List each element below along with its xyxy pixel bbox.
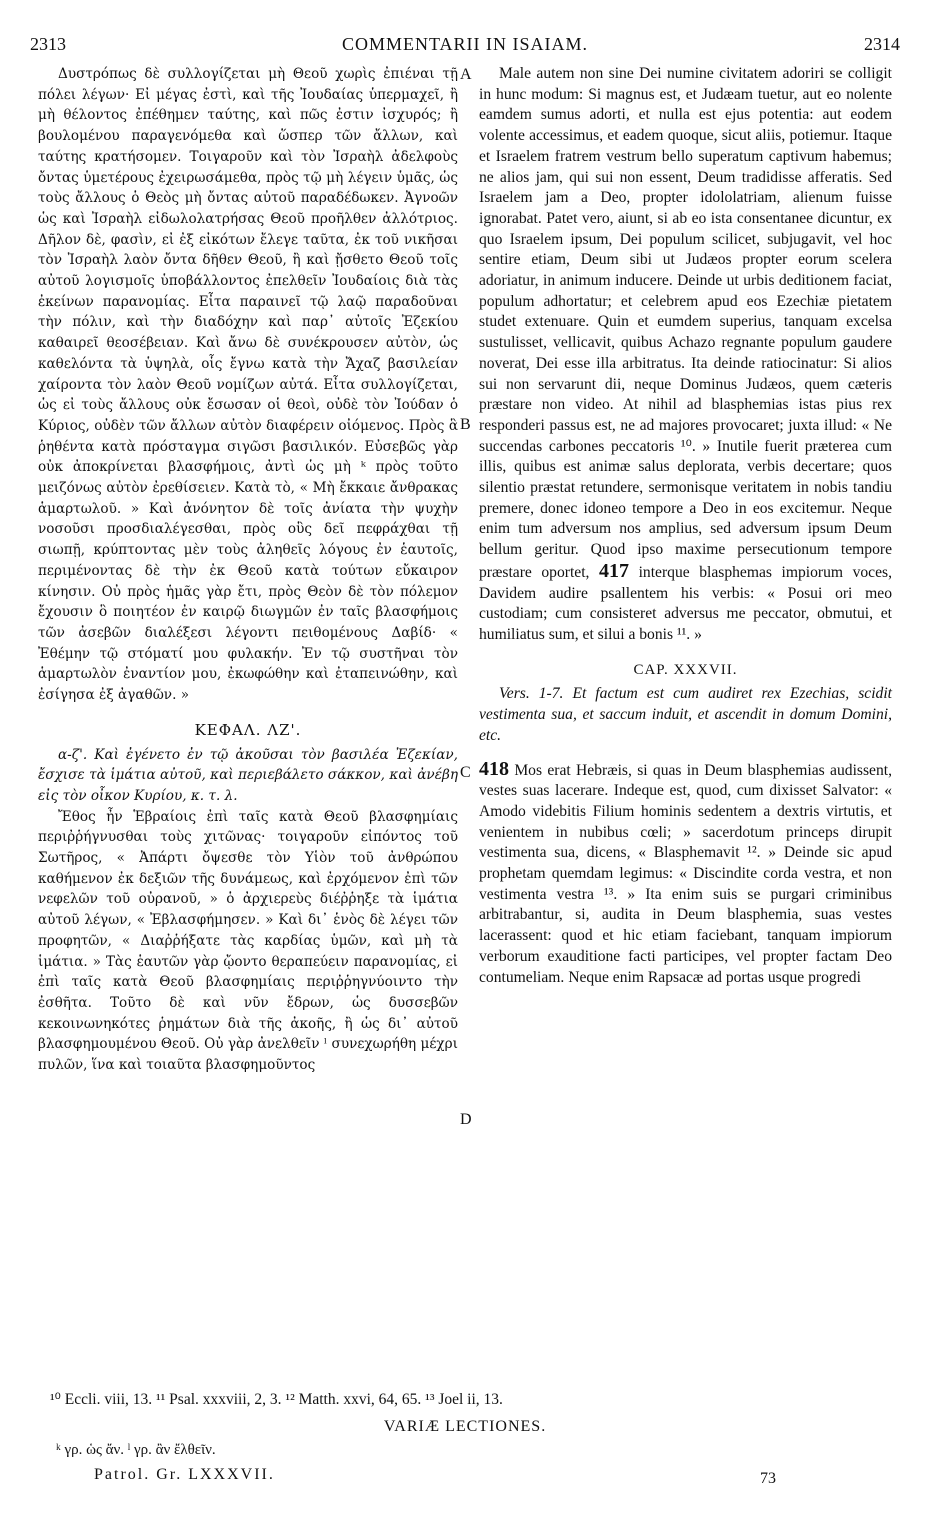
- margin-marker-c: C: [460, 764, 471, 781]
- greek-column: [38, 64, 458, 1076]
- page-number-left: 2313: [30, 34, 66, 54]
- footnotes: ¹⁰ Eccli. viii, 13. ¹¹ Psal. xxxviii, 2, 3. ¹² Matth. xxvi, 64, 65. ¹³ Joel ii, 13.: [50, 1391, 503, 1408]
- latin-column: [479, 64, 892, 988]
- margin-marker-b: B: [460, 416, 471, 433]
- margin-marker-d: D: [460, 1111, 472, 1128]
- latin-paragraph-1: [479, 64, 892, 646]
- greek-chapter-heading: ΚΕΦΑΛ. ΛΖ'.: [194, 720, 302, 739]
- latin-paragraph-2-text: Mos erat Hebræis, si quas in Deum blasphemias audissent, vestes suas lacerare. Indeque est, quod, cum dixisset Salvator: « Amodo videbitis Filium hominis sedentem a dextris virtutis, et venientem in nubibus cœli; » sacerdotum princeps dirupit vestimenta sua, dicens, « Blasphemavit ¹². » Deinde sic apud prophetam quemdam legimus: « Discindite corda vestra, et non vestimenta vestra ¹³. » Ita enim suis se purgari criminibus arbitrabantur, si, audita in Deum blasphemia, suas vestes lacerassent: quod et hic etiam faciebant, tanquam impiorum verborum exauditione facti participes, vel propter factam Deo contumeliam. Neque enim Rapsacæ ad portas usque progredi: [479, 761, 892, 986]
- latin-paragraph-1-text: Male autem non sine Dei numine civitatem adoriri se colligit in hunc modum: Si magnus est, et Judæam tuetur, aut eo nolente eamdem sumus adorti, et nulla est ejus potentia: aut eodem volente accessimus, et eadem quoque, sicut aliis, potiemur. Itaque et Israelem fratrem vestrum bello superatum captivum habemus; ne alios jam, qui sui non essent, Deum tradidisse afferatis. Sed Israelem jam a Deo, propter idololatriam, alienum fuisse ignorabat. Patet vero, aiunt, si ab eo ista consentanee dicuntur, ex quo Israelem ipsum, Dei populum scilicet, subjugavit, vel hoc sentire etiam, Deum sibi ut Judæos propter eorum scelera adoriatur, in animum inducere. Deinde ut urbis deditionem faciat, populum adhortatur; et celebrem apud eos Ezechiæ pietatem studet extenuare. Quin et eumdem superius, tanquam excelsa sustulisset, vellicavit, quibus Achazo regnante populum gaudere noverat, Dei esse illa arbitratus. Ita deinde ratiocinatur: Si alios sui non servarunt dii, neque Dominus Judæos, quem cæteris præstare non video. At nihil ad blasphemias istas pius rex responderi passus est, ne ad majores provocaret; juxta illud: « Ne succendas carbones peccatoris ¹⁰. » Inutile fuerit præterea cum illis, quibus est animæ salus deplorata, verbis decertare; quos silentio præstat retundere, sermonisque veritatem in nobis tandiu premere, donec idoneo tempore a Deo in eos excitemur. Neque enim tum adversum nos amplius, sed adversum ipsum Deum bellum geritur. Quod ipso maxime persecutionum tempore præstare oportet,: [479, 65, 892, 581]
- column-number-418: 418: [479, 757, 509, 780]
- running-title: COMMENTARII IN ISAIAM.: [341, 34, 589, 54]
- greek-lemma: α-ζ'. Καὶ ἐγένετο ἐν τῷ ἀκοῦσαι τὸν βασιλέα Ἐζεκίαν, ἔσχισε τὰ ἱμάτια αὐτοῦ, καὶ περιεβάλετο σάκκον, καὶ ἀνέβη εἰς τὸν οἶκον Κυρίου, κ. τ. λ.: [38, 746, 458, 804]
- sheet-number: 73: [760, 1470, 776, 1487]
- latin-chapter-heading: CAP. XXXVII.: [633, 661, 738, 678]
- variae-lectiones-heading: VARIÆ LECTIONES.: [383, 1418, 547, 1435]
- page-number-right: 2314: [864, 34, 900, 54]
- column-number-417: 417: [599, 559, 630, 582]
- greek-paragraph-2: Ἔθος ἦν Ἑβραίοις ἐπὶ ταῖς κατὰ Θεοῦ βλασφημίαις περιῤῥήγνυσθαι τοὺς χιτῶνας· τοιγαροῦν εἰπόντος τοῦ Σωτῆρος, « Ἀπάρτι ὄψεσθε τὸν Υἱὸν τοῦ ἀνθρώπου καθήμενον ἐκ δεξιῶν τῆς δυνάμεως, καὶ ἐρχόμενον ἐπὶ τῶν νεφελῶν τοῦ οὐρανοῦ, » ὁ ἀρχιερεὺς διέῤῥηξε τὰ ἱμάτια αὐτοῦ λέγων, « Ἐβλασφήμησεν. » Καὶ δι᾽ ἑνὸς δὲ λέγει τῶν προφητῶν, « Διαῤῥήξατε τὰς καρδίας ὑμῶν, καὶ μὴ τὰ ἱμάτια. » Τὰς ἑαυτῶν γὰρ ᾤοντο θεραπεύειν παρανομίας, εἰ ἐπὶ ταῖς κατὰ Θεοῦ βλασφημίαις περιῤῥηγνύοιντο τὴν ἐσθῆτα. Τοῦτο δὲ καὶ νῦν ἔδρων, ὡς δυσσεβῶν κεκοινωνηκότες ῥημάτων διὰ τῆς ἀκοῆς, ἢ ὡς δι᾽ αὐτοῦ βλασφημουμένου Θεοῦ. Οὐ γὰρ ἀνελθεῖν ˡ συνεχωρήθη μέχρι πυλῶν, ἵνα καὶ τοιαῦτα βλασφημοῦντος: [38, 808, 458, 1074]
- series-signature: Patrol. Gr. LXXXVII.: [94, 1466, 275, 1483]
- latin-paragraph-2: [479, 759, 892, 989]
- latin-paragraph-1-continued: interque blasphemas impiorum voces, Davidem audire psallentem his verbis: « Posui ori meo custodiam; cum consisteret adversus me peccator, obmutui, et humiliatus sum, et silui a bonis ¹¹. »: [479, 563, 892, 643]
- running-header: [30, 34, 900, 56]
- latin-lemma: Vers. 1-7. Et factum est cum audiret rex Ezechias, scidit vestimenta sua, et saccum induit, et ascendit in domum Domini, etc.: [479, 685, 892, 744]
- greek-paragraph-1: Δυστρόπως δὲ συλλογίζεται μὴ Θεοῦ χωρὶς ἐπιέναι τῇ πόλει λέγων· Εἰ μέγας ἐστὶ, καὶ τῆς Ἰουδαίας ὑπερμαχεῖ, ἢ μὴ θέλοντος ἐπέθημεν ταύτης, καὶ πῶς ἐστιν ἰσχυρός; ἢ βουλομένου παραγενόμεθα καὶ ὥσπερ τῶν ἄλλων, καὶ ταύτης κρατήσομεν. Τοιγαροῦν καὶ τὸν Ἰσραὴλ ἀδελφοὺς ὄντας ὑμετέρους ἐχειρωσάμεθα, πρὸς τῷ μὴ λέγειν ὑμᾶς, ὡς τοὺς ἄλλους ὁ Θεὸς μὴ ὄντας αὐτοῦ παραδέδωκεν. Ἀγνοῶν ὡς καὶ Ἰσραὴλ εἰδωλολατρήσας Θεοῦ προῆλθεν ἀλλότριος. Δῆλον δὲ, φασὶν, εἰ ἐξ εἰκότων ἔλεγε ταῦτα, ἐκ τοῦ νικῆσαι τὸν Ἰσραὴλ λαὸν ὄντα δῆθεν Θεοῦ, ἢ καὶ ᾔσθετο Θεοῦ τοῖς αὐτοῦ λογισμοῖς ὑποβάλλοντος ἐπελθεῖν Ἰουδαίοις διὰ τὰς ἐκείνων παρανομίας. Εἶτα παραινεῖ τῷ λαῷ παραδοῦναι τὴν πόλιν, καὶ τὴν διαδόχην καὶ παρ᾽ αὐτοῖς Ἐζεκίου καθαιρεῖ θεοσέβειαν. Καὶ ἄνω δὲ συνέκρουσεν αὐτὸν, ὡς καθελόντα τὰ ὑψηλὰ, οἷς ἔγνω κατὰ τὴν Ἄχαζ βασιλείαν χαίροντα τὸν λαὸν Θεοῦ νομίζων αὐτά. Εἶτα συλλογίζεται, ὡς εἰ τοὺς ἄλλους οὐκ ἔσωσαν οἱ θεοὶ, οὐδὲ τὸν Ἰούδαν ὁ Κύριος, οὐδὲν τῶν ἄλλων αὐτὸν διαφέρειν οἰόμενος. Πρὸς ἃ ῥηθέντα κατὰ πρόσταγμα σιγῶσι βασιλικόν. Εὐσεβῶς γὰρ οὐκ ἀποκρίνεται βλασφήμοις, ἀντὶ ὡς μὴ ᵏ πρὸς τοῦτο μειζόνως αὐτὸν ἐρεθίσειεν. Κατὰ τὸ, « Μὴ ἔκκαιε ἄνθρακας ἁμαρτωλοῦ. » Καὶ ἀνόνητον δὲ τοῖς ἀνίατα τὴν ψυχὴν νοσοῦσι προσδιαλέγεσθαι, πρὸς οὓς δεῖ πεφράχθαι τῇ σιωπῇ, κρύπτοντας μὲν τοὺς ἀληθεῖς λόγους ἐν ἑαυτοῖς, περιμένοντας δὲ τὴν ἐκ Θεοῦ κατὰ τούτων εὔκαιρον κίνησιν. Οὐ πρὸς ἡμᾶς γὰρ ἔτι, πρὸς Θεὸν δὲ τὸν πόλεμον ἔχουσιν ὃ ποιητέον ἐν καιρῷ διωγμῶν ἐν ταῖς βλασφήμοις τῶν ἀσεβῶν διαλέξεσι λέγοντι πειθομένους Δαβίδ· « Ἐθέμην τῷ στόματί μου φυλακήν. Ἐν τῷ συστῆναι τὸν ἁμαρτωλὸν ἐναντίον μου, ἐκωφώθην καὶ ἐταπεινώθην, καὶ ἐσίγησα ἐξ ἀγαθῶν. »: [38, 66, 458, 704]
- margin-marker-a: A: [460, 66, 472, 83]
- variae-lectiones-notes: ᵏ γρ. ὡς ἄν. ˡ γρ. ἂν ἔλθεῖν.: [56, 1442, 216, 1458]
